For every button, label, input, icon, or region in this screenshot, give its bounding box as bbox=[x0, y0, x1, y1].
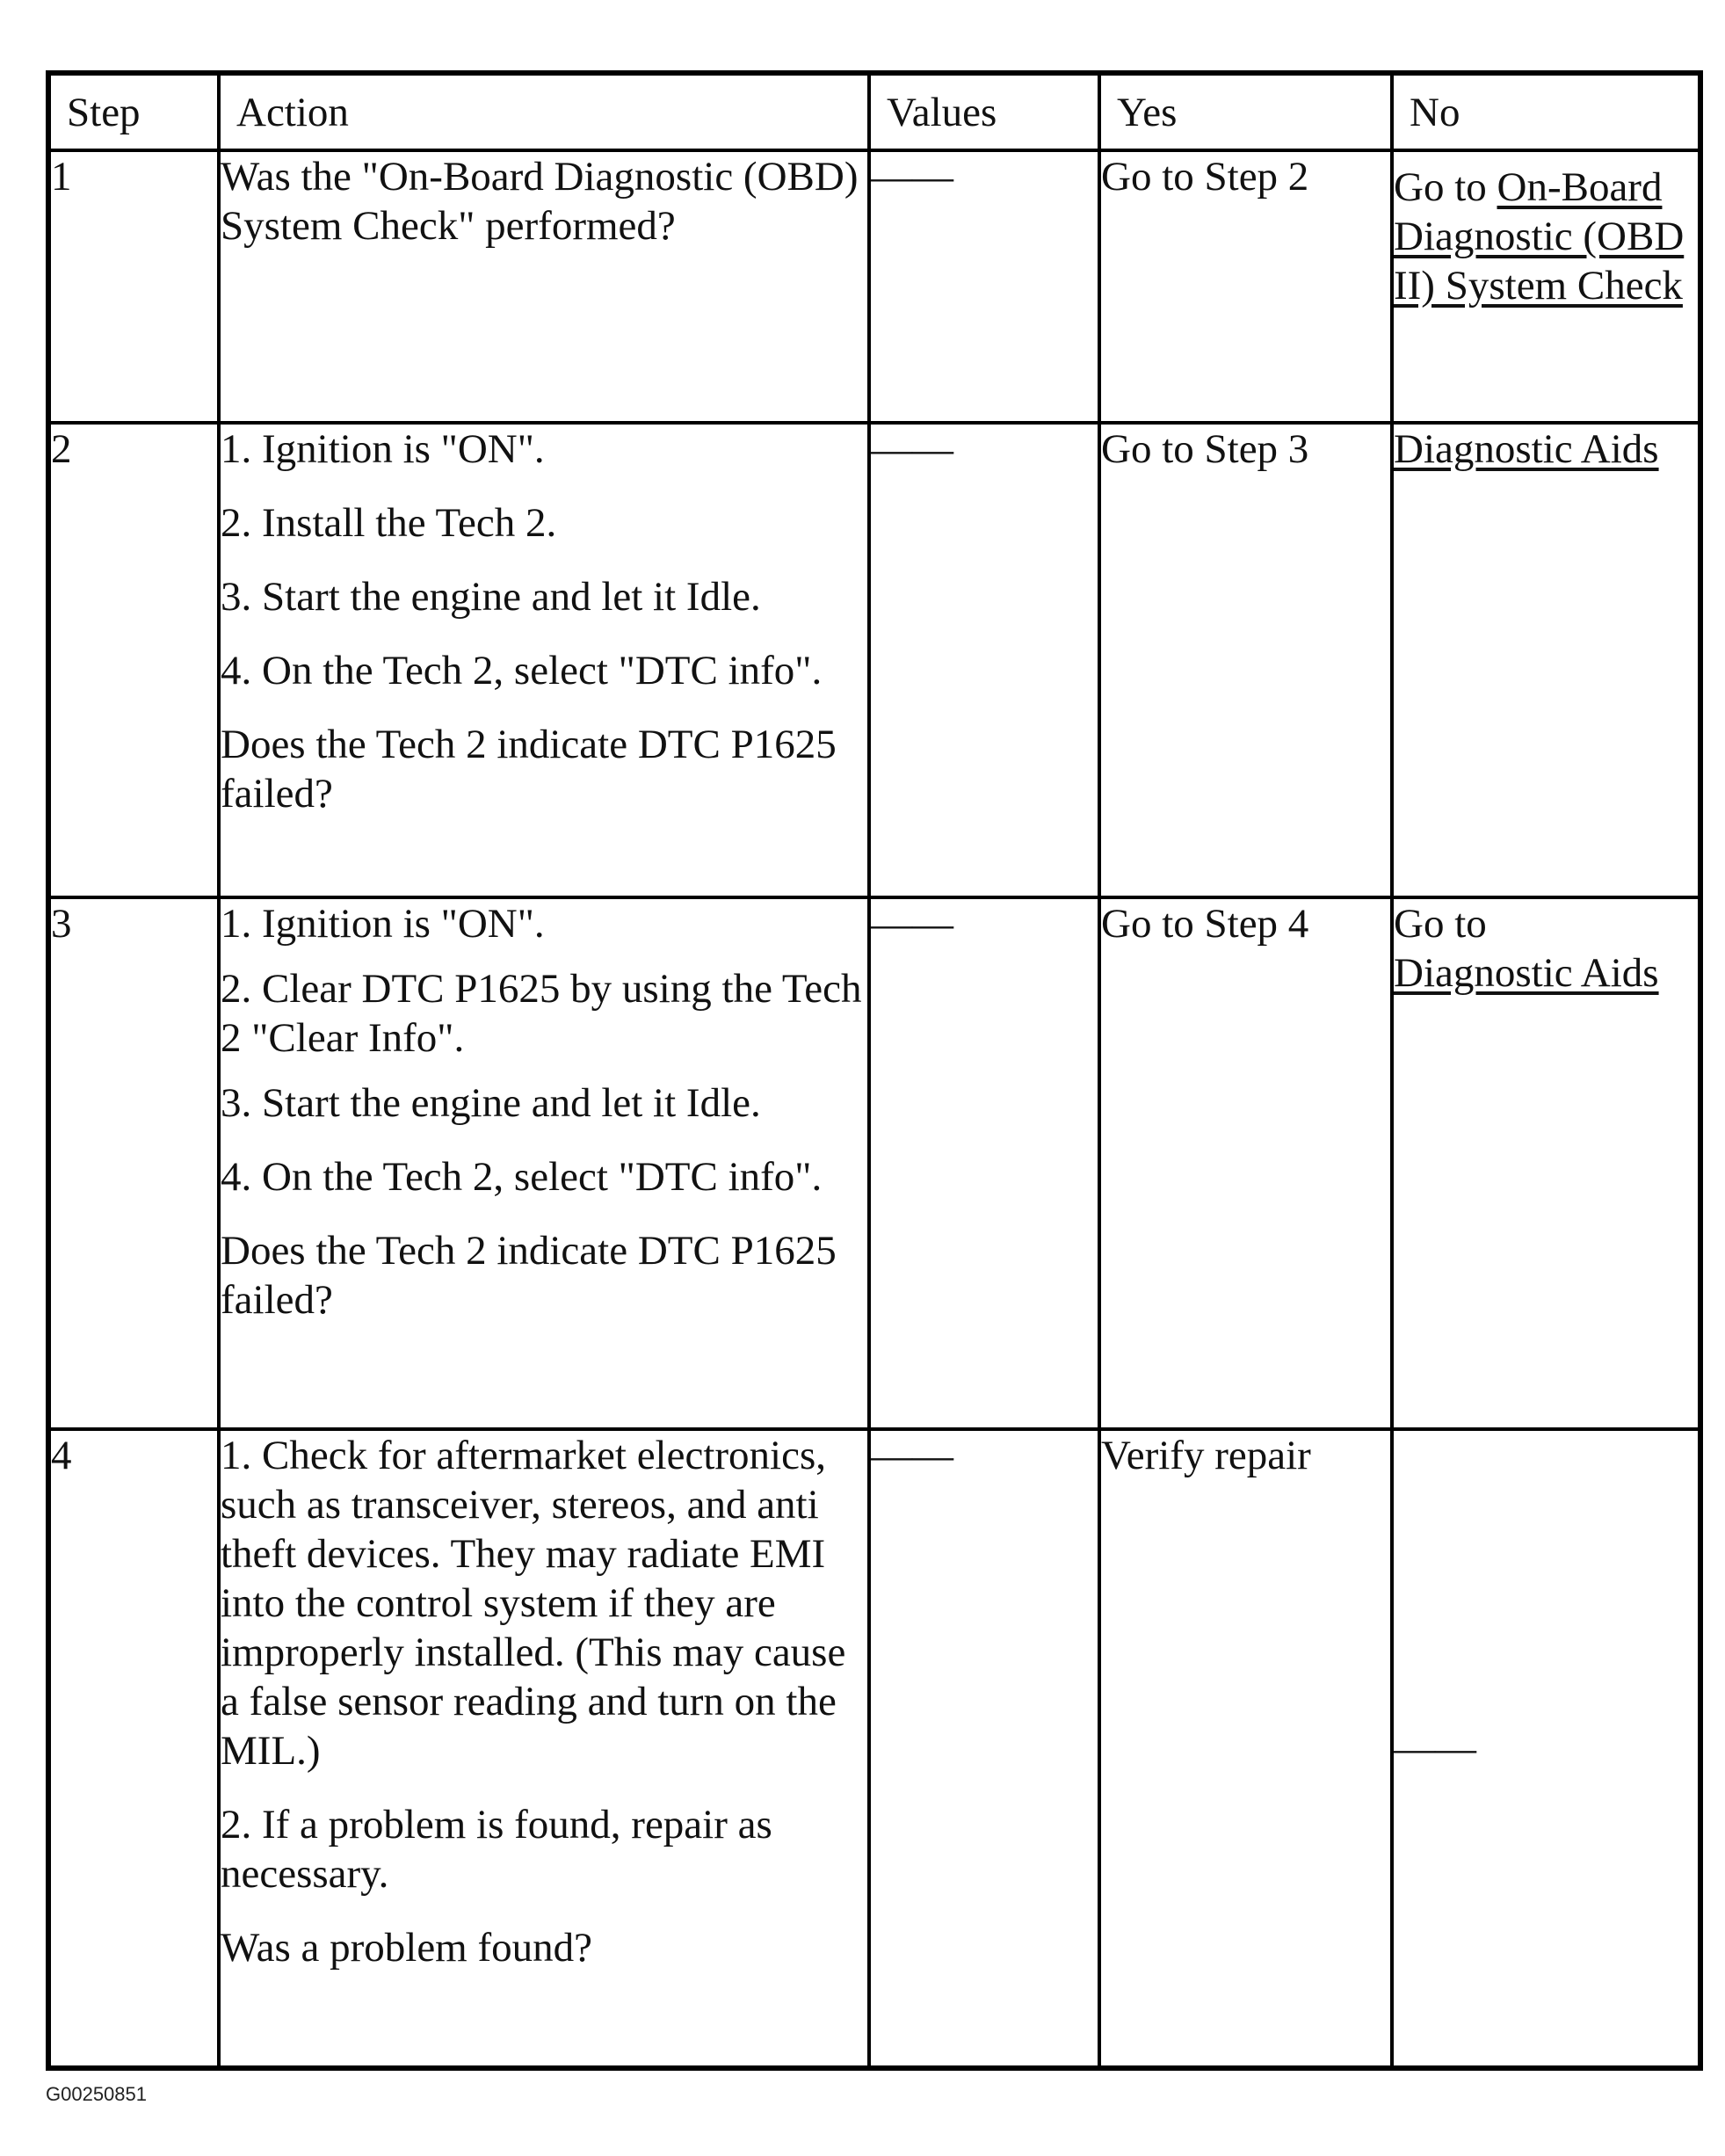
no-cell bbox=[1392, 423, 1700, 897]
yes-cell: Go to Step 2 bbox=[1099, 150, 1392, 423]
values-cell bbox=[869, 897, 1099, 1429]
values-cell bbox=[869, 1429, 1099, 2068]
action-line: Does the Tech 2 indicate DTC P1625 failed? bbox=[221, 722, 837, 817]
action-line: 2. Install the Tech 2. bbox=[221, 500, 557, 546]
table-row bbox=[48, 423, 1700, 897]
action-line: 1. Check for aftermarket electronics, such as transceiver, stereos, and anti theft devices. They may radiate EMI into the control system if they are improperly installed. (This may cause a false sensor reading and turn on the MIL.) bbox=[221, 1433, 846, 1774]
values-cell bbox=[869, 150, 1099, 423]
no-prefix: Go to bbox=[1394, 901, 1487, 947]
action-cell bbox=[219, 897, 869, 1429]
action-line: 4. On the Tech 2, select "DTC info". bbox=[221, 1154, 823, 1200]
header-values: Values bbox=[869, 73, 1099, 150]
action-line: Does the Tech 2 indicate DTC P1625 failed? bbox=[221, 1228, 837, 1323]
diagnostic-table bbox=[46, 70, 1703, 2071]
step-number: 2 bbox=[48, 423, 219, 897]
action-line: 3. Start the engine and let it Idle. bbox=[221, 1080, 761, 1126]
header-step: Step bbox=[48, 73, 219, 150]
action-cell bbox=[219, 423, 869, 897]
figure-id: G00250851 bbox=[46, 2083, 147, 2105]
action-line: 1. Ignition is "ON". bbox=[221, 426, 545, 472]
yes-cell: Go to Step 3 bbox=[1099, 423, 1392, 897]
action-line: Was a problem found? bbox=[221, 1925, 592, 1971]
header-row bbox=[48, 73, 1700, 150]
action-line: 2. Clear DTC P1625 by using the Tech 2 "Clear Info". bbox=[221, 966, 862, 1061]
header-yes: Yes bbox=[1099, 73, 1392, 150]
step-number: 1 bbox=[48, 150, 219, 423]
action-line: 4. On the Tech 2, select "DTC info". bbox=[221, 648, 823, 693]
empty-value-dash: —— bbox=[871, 901, 953, 947]
table-row bbox=[48, 1429, 1700, 2068]
empty-value-dash: —— bbox=[1394, 1725, 1476, 1771]
values-cell bbox=[869, 423, 1099, 897]
action-line: 2. If a problem is found, repair as necessary. bbox=[221, 1802, 772, 1897]
no-prefix: Go to bbox=[1394, 164, 1497, 210]
no-cell bbox=[1392, 1429, 1700, 2068]
diagnostic-aids-link[interactable]: Diagnostic Aids bbox=[1394, 426, 1659, 472]
table-row bbox=[48, 150, 1700, 423]
header-action: Action bbox=[219, 73, 869, 150]
header-no: No bbox=[1392, 73, 1700, 150]
no-cell bbox=[1392, 897, 1700, 1429]
empty-value-dash: —— bbox=[871, 154, 953, 200]
action-line: 3. Start the engine and let it Idle. bbox=[221, 574, 761, 620]
action-cell bbox=[219, 1429, 869, 2068]
action-cell bbox=[219, 150, 869, 423]
obd-system-check-link[interactable]: On-Board Diagnostic (OBD II) System Check bbox=[1394, 164, 1685, 309]
action-line: 1. Ignition is "ON". bbox=[221, 901, 545, 947]
empty-value-dash: —— bbox=[871, 1433, 953, 1478]
yes-cell: Go to Step 4 bbox=[1099, 897, 1392, 1429]
step-number: 4 bbox=[48, 1429, 219, 2068]
yes-cell: Verify repair bbox=[1099, 1429, 1392, 2068]
action-line: Was the "On-Board Diagnostic (OBD) System Check" performed? bbox=[221, 154, 859, 249]
no-cell bbox=[1392, 150, 1700, 423]
diagnostic-aids-link[interactable]: Diagnostic Aids bbox=[1394, 950, 1659, 996]
empty-value-dash: —— bbox=[871, 426, 953, 472]
table-row bbox=[48, 897, 1700, 1429]
step-number: 3 bbox=[48, 897, 219, 1429]
